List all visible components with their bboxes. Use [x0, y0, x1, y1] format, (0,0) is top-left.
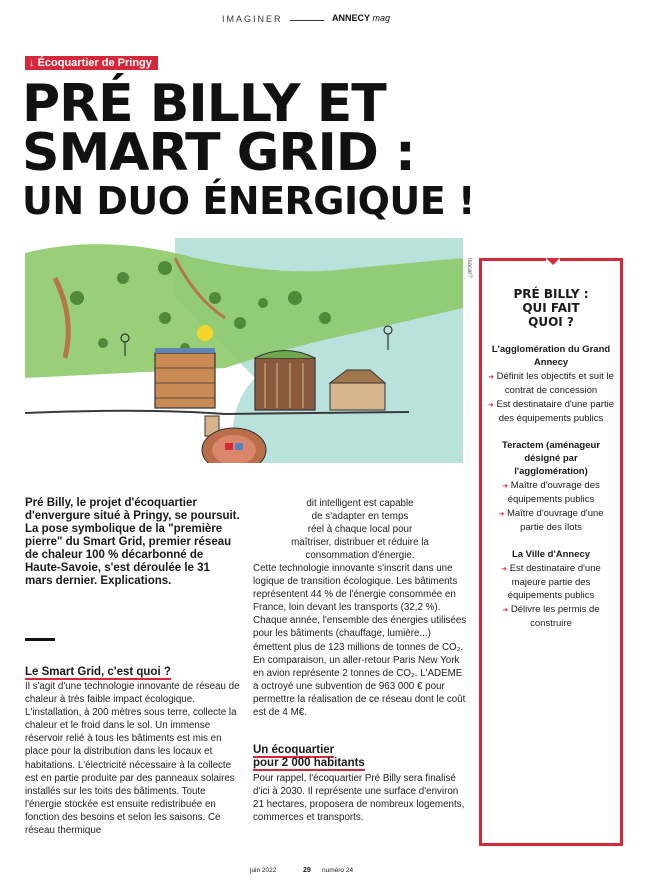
body-text-col2-top: dit intelligent est capable de s'adapter en temps réel à chaque local pour maîtriser, distribuer et réduire la consommation d'énergie.: [291, 498, 429, 562]
sidebar-notch: [546, 258, 560, 267]
lead-rule: [25, 638, 55, 641]
sidebar-block: L'agglomération du Grand Annecy ➜ Définit les objectifs et suit le contrat de concession ➜ Est destinataire d'une partie des équipements publics: [488, 344, 614, 424]
arrow-right-icon: ➜: [502, 483, 509, 490]
sidebar-block: La Ville d'Annecy ➜ Est destinataire d'une majeure partie des équipements publics ➜ Délivre les permis de construire: [482, 548, 620, 630]
section-heading: Le Smart Grid, c'est quoi ?: [25, 666, 171, 678]
arrow-right-icon: ➜: [488, 374, 494, 381]
down-arrow-icon: ↓: [29, 57, 35, 69]
ecoquartier-illustration: [25, 238, 463, 463]
arrow-right-icon: ➜: [488, 402, 494, 409]
body-text-col2: Cette technologie innovante s'inscrit dans une logique de transition écologique. Les bâtiments représentent 44 % de l'énergie consommée en France, loin devant les transports (32,2 %). Chaque année, l'ensemble des énergies utilisées pour les bâtiments (chauffage, lumière...) émettent plus de 123 millions de tonnes de CO₂. En comparaison, un aller-retour Paris New York en avion représente 2 tonnes de CO₂. L'ADEME a octroyé une subvention de 963 000 € pour permettre la réalisation de ce réseau dont le coût est de 4 M€.: [253, 563, 467, 719]
article-title: PRÉ BILLY ET SMART GRID : UN DUO ÉNERGIQUE !: [22, 74, 475, 223]
page-number: 29: [303, 867, 311, 874]
list-item: ➜ Délivre les permis de construire: [502, 604, 600, 629]
list-item: ➜ Maître d'ouvrage des équipements publics: [502, 480, 600, 505]
list-item: ➜ Définit les objectifs et suit le contrat de concession: [488, 371, 614, 396]
body-text-col2-bottom: Pour rappel, l'écoquartier Pré Billy sera finalisé d'ici à 2030. Il représente une surface d'environ 21 hectares, proposera de nombreux logements, commerces et transports.: [253, 773, 465, 824]
kicker-tag: ↓ Écoquartier de Pringy: [25, 56, 158, 70]
sidebar-title: PRÉ BILLY : QUI FAIT QUOI ?: [513, 287, 589, 329]
running-header: [0, 12, 651, 28]
list-item: ➜ Maître d'ouvrage d'une partie des îlots: [498, 508, 604, 533]
list-item: ➜ Est destinataire d'une majeure partie des équipements publics: [501, 563, 601, 601]
section-heading: Un écoquartier pour 2 000 habitants: [253, 744, 365, 769]
sidebar-block: Teractem (aménageur désigné par l'agglomération) ➜ Maître d'ouvrage des équipements publics ➜ Maître d'ouvrage d'une partie des îlots: [482, 439, 620, 534]
section-label: IMAGINER: [222, 14, 283, 24]
sidebar-box: [479, 258, 623, 846]
list-item: ➜ Est destinataire d'une partie des équipements publics: [488, 399, 614, 424]
arrow-right-icon: ➜: [498, 511, 505, 518]
body-text-col1: Il s'agit d'une technologie innovante de réseau de chaleur à très faible impact écologique. L'installation, à 200 mètres sous terre, collecte la chaleur et le froid dans le sol. Un immense réservoir relié à tous les bâtiments est mis en place pour la distribution dans les locaux et habitations. L'électricité nécessaire à la collecte est en partie produite par des panneaux solaires installés sur les toits des bâtiments. Toute l'énergie stockée est ensuite redistribuée en fonction des besoins et selon les saisons. Ce réseau thermique: [25, 681, 240, 837]
lead-paragraph: Pré Billy, le projet d'écoquartier d'envergure situé à Pringy, se poursuit. La pose symbolique de la "première pierre" du Smart Grid, premier réseau de chaleur 100 % décarbonné de Haute-Savoie, s'est déroulée le 31 mars dernier. Explications.: [25, 497, 240, 587]
arrow-right-icon: ➜: [501, 566, 508, 573]
header-rule: [290, 20, 324, 21]
illustration-credit: Isacar?: [466, 258, 472, 278]
magazine-name: ANNECY mag: [332, 13, 391, 23]
arrow-right-icon: ➜: [502, 607, 509, 614]
